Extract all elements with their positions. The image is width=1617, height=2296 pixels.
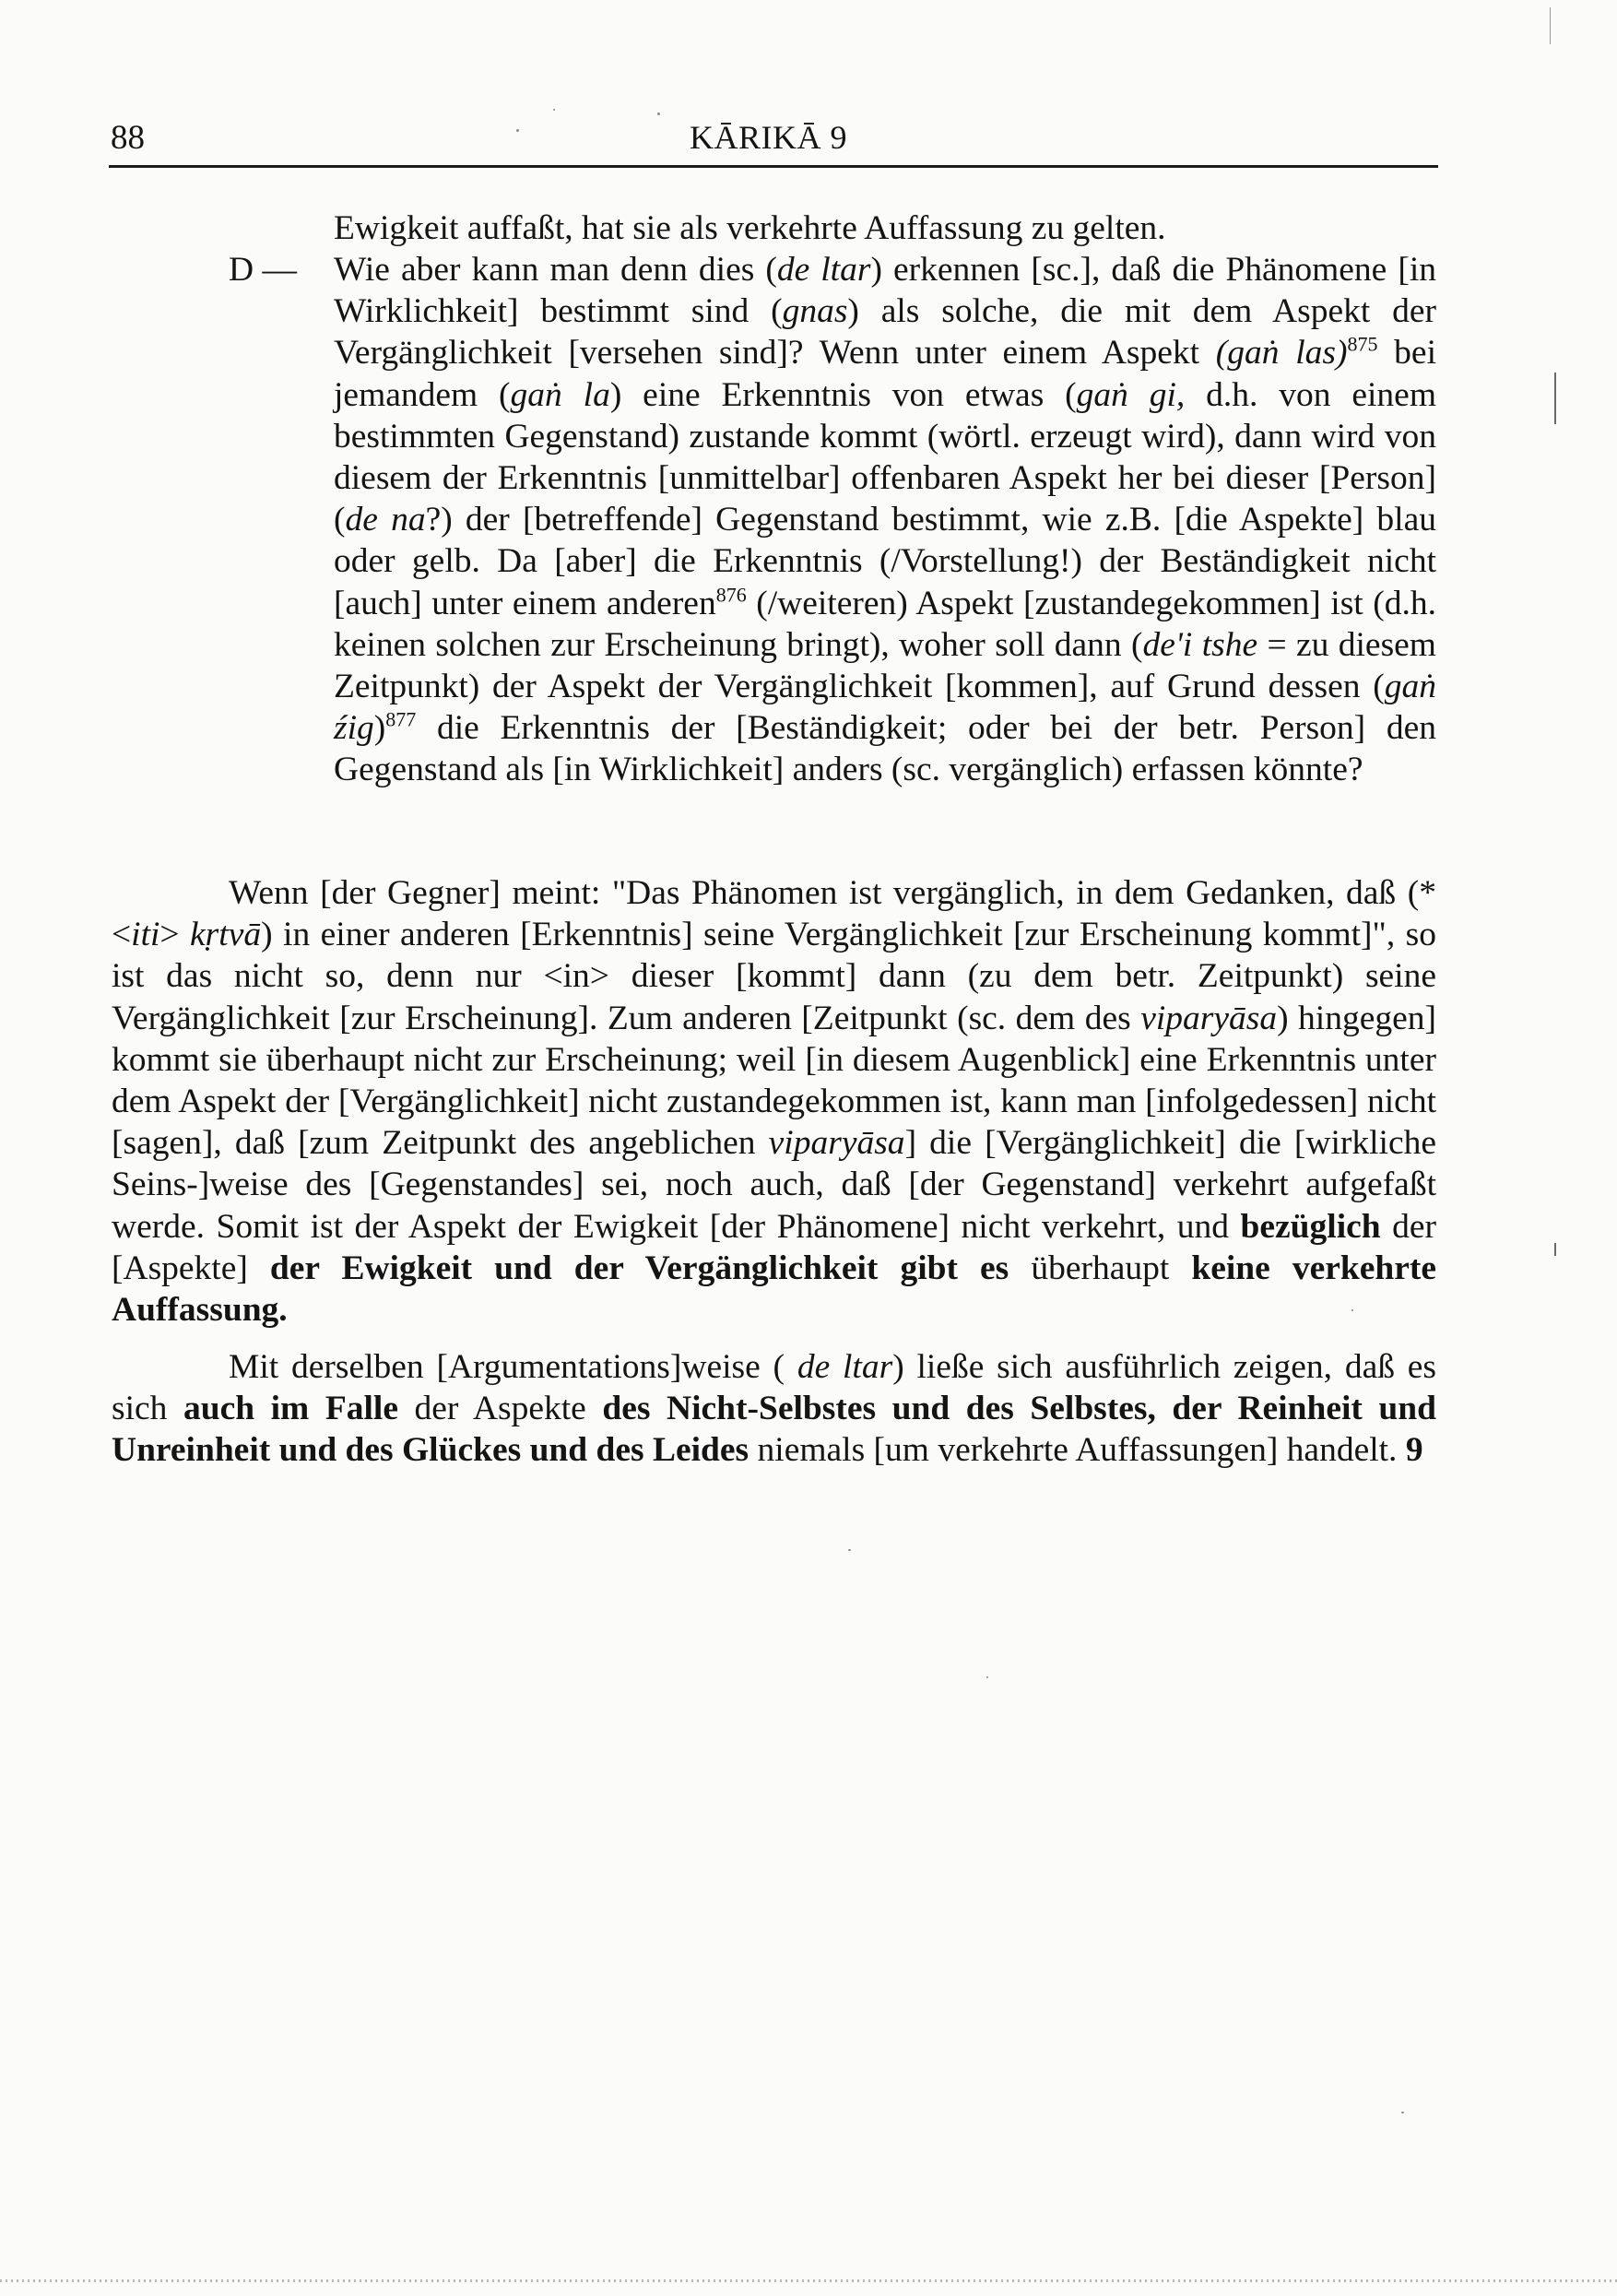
text-run: de ltar [797, 1348, 893, 1386]
body-paragraph-3 [112, 1346, 1436, 1472]
text-run: Wenn [der Gegner] meint: "Das Phänomen ist vergänglich, in dem Gedanken, daß (*< [112, 874, 1436, 954]
footnote-ref: 875 [1347, 332, 1378, 356]
text-run: ) eine Erkenntnis von etwas ( [609, 375, 1077, 414]
page-number: 88 [111, 119, 145, 157]
text-run: ] die [Vergänglichkeit] die [wirkliche Seins-]weise des [Gegenstandes] sei, noch auch, daß [der Gegenstand] verkehrt aufgefaßt werde. Somit ist der Aspekt der Ewigkeit [der Phänomene] nicht verkehrt, und [112, 1124, 1436, 1246]
text-run: gaṅ gi, [1076, 375, 1186, 414]
section-d-paragraph [334, 249, 1436, 791]
text-run: der Aspekte [397, 1390, 603, 1428]
text-run: bezüglich [1240, 1207, 1381, 1246]
scan-speck [516, 129, 519, 132]
text-run: de ltar [776, 251, 871, 289]
text-run: 9 [1405, 1431, 1423, 1470]
text-run: ) in einer anderen [Erkenntnis] seine Vergänglichkeit [zur Erscheinung kommt]", so ist das nicht so, denn nur <in> dieser [kommt] dann (zu dem betr. Zeitpunkt) seine Vergänglichkeit [zur Erscheinung]. Zum anderen [Zeitpunkt (sc. dem des [112, 916, 1436, 1037]
scan-speck [1401, 2112, 1404, 2113]
text-run: der Ewigkeit und der Vergänglichkeit gibt es [269, 1249, 1009, 1287]
text-run: des Nicht-Selbstes und des Selbstes, der Reinheit und Unreinheit und des Glückes und des Leides [112, 1390, 1436, 1470]
text-run: ) erkennen [sc.], daß die Phänomene [in Wirklichkeit] bestimmt sind ( [334, 251, 1436, 331]
text-run: = zu diesem Zeitpunkt) der Aspekt der Vergänglichkeit [kommen], auf Grund dessen ( [334, 625, 1436, 706]
text-run: > [159, 916, 191, 954]
text-run: die Erkenntnis der [Beständigkeit; oder bei der betr. Person] den Gegenstand als [in Wirklichkeit] anders (sc. vergänglich) erfassen könnte? [334, 709, 1436, 789]
scan-speck [1351, 1309, 1353, 1311]
text-run: (gaṅ las) [1215, 334, 1348, 373]
scan-speck [657, 112, 660, 115]
body-paragraph-2 [112, 872, 1436, 1331]
text-run: Wie aber kann man denn dies ( [334, 251, 777, 289]
text-run: niemals [um verkehrte Auffassungen] handelt. [749, 1431, 1406, 1470]
scan-edge-mark [1554, 373, 1556, 424]
text-run: Mit derselben [Argumentations]weise ( [229, 1348, 797, 1386]
continued-line: Ewigkeit auffaßt, hat sie als verkehrte Auffassung zu gelten. [334, 209, 1166, 247]
text-run: der [Aspekte] [112, 1207, 1436, 1287]
text-run: kṛtvā [190, 916, 262, 954]
text-run: bei jemandem ( [334, 334, 1436, 414]
text-run: keine verkehrte Auffassung. [112, 1249, 1436, 1330]
running-head: KĀRIKĀ 9 [690, 119, 847, 156]
text-run: de'i tshe [1142, 625, 1258, 664]
text-run: gaṅ źig [334, 668, 1436, 748]
scan-bottom-edge [0, 2279, 1617, 2282]
scan-edge-mark [1550, 7, 1551, 44]
text-run: gaṅ la [510, 375, 610, 414]
text-run: d.h. von einem bestimmten Gegenstand) zustande kommt (wörtl. erzeugt wird), dann wird von diesem der Erkenntnis [unmittelbar] offenbaren Aspekt her bei dieser [Person] ( [334, 375, 1436, 539]
text-run: überhaupt [1009, 1249, 1192, 1287]
text-run: viparyāsa [1140, 999, 1278, 1037]
text-run: gnas [782, 292, 848, 331]
text-run: de na [345, 501, 426, 539]
text-run: (/weiteren) Aspekt [zustandegekommen] ist (d.h. keinen solchen zur Erscheinung bringt), woher soll dann ( [334, 584, 1436, 664]
text-run: ) ließe sich ausführlich zeigen, daß es sich [112, 1348, 1436, 1428]
footnote-ref: 877 [385, 707, 417, 731]
text-run: ) als solche, die mit dem Aspekt der Vergänglichkeit [versehen sind]? Wenn unter einem Aspekt [334, 292, 1436, 373]
scan-speck [553, 109, 555, 111]
text-run: ?) der [betreffende] Gegenstand bestimmt, wie z.B. [die Aspekte] blau oder gelb. Da [aber] die Erkenntnis (/Vorstellung!) der Beständigkeit nicht [auch] unter einem anderen [334, 501, 1436, 622]
text-run: ) [373, 709, 386, 748]
text-run: ) hingegen] kommt sie überhaupt nicht zur Erscheinung; weil [in diesem Augenblick] eine Erkenntnis unter dem Aspekt der [Vergänglichkeit] nicht zustandegekommen ist, kann man [infolgedessen] nicht [sagen], daß [zum Zeitpunkt des angeblichen [112, 999, 1437, 1163]
scan-edge-mark [1554, 1243, 1556, 1256]
section-label: D — [229, 251, 297, 289]
header-rule [109, 165, 1438, 168]
page-header [111, 114, 1436, 164]
footnote-ref: 876 [715, 583, 747, 607]
scan-speck [848, 1549, 851, 1551]
scan-speck [986, 1676, 988, 1678]
text-run: auch im Falle [183, 1390, 398, 1428]
text-run: viparyāsa [768, 1124, 905, 1163]
text-run: iti [131, 916, 160, 954]
